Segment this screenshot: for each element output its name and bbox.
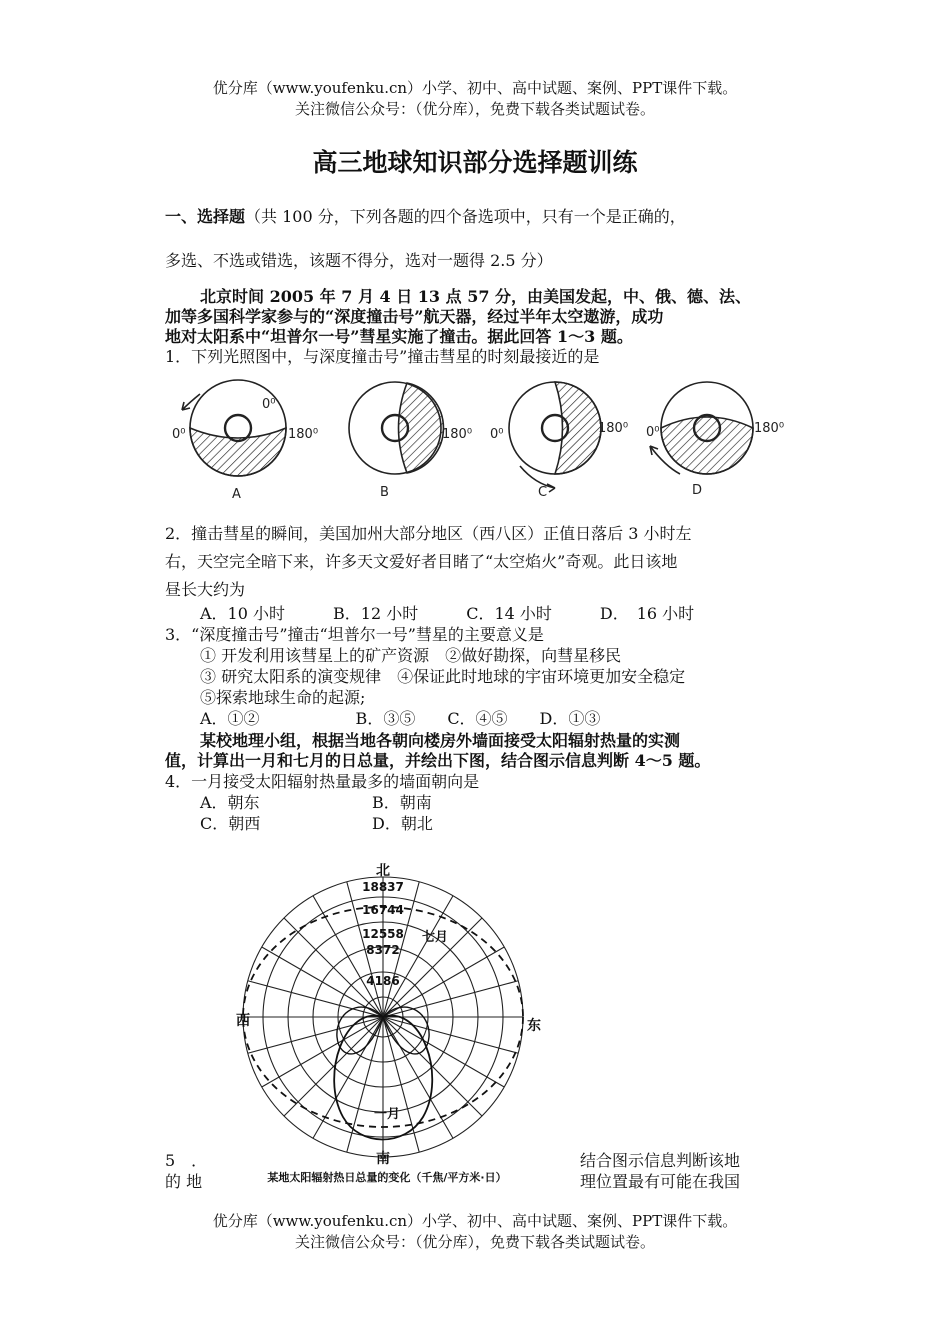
- q4-option-d: D．朝北: [372, 814, 433, 833]
- diagram-d-right-label: 180⁰: [754, 421, 785, 436]
- diagram-a-left-label: 0⁰: [172, 427, 186, 442]
- diagram-a-right-label: 180⁰: [288, 427, 319, 442]
- diagram-d-left-label: 0⁰: [646, 425, 660, 440]
- q4-stem: 4．一月接受太阳辐射热量最多的墙面朝向是: [165, 772, 480, 791]
- grid-spoke: [383, 947, 504, 1017]
- header-line-1: 优分库（www.youfenku.cn）小学、初中、高中试题、案例、PPT课件下载。: [212, 79, 738, 97]
- diagram-c: [509, 382, 601, 492]
- grid-spoke: [262, 1017, 383, 1087]
- solar-radiation-polar-chart: [225, 855, 555, 1190]
- passage2-line-1: 某校地理小组，根据当地各朝向楼房外墙面接受太阳辐射热量的实测: [200, 731, 681, 750]
- q2-options: A．10 小时 B．12 小时 C．14 小时 D． 16 小时: [200, 604, 695, 623]
- diagram-a-top-label: 0⁰: [262, 397, 276, 412]
- passage1-line-3: 地对太阳系中“坦普尔一号”彗星实施了撞击。据此回答 1～3 题。: [165, 327, 633, 346]
- ring-label-12558: 12558: [362, 927, 404, 941]
- section-intro-line-2: 多选、不选或错选，该题不得分，选对一题得 2.5 分）: [165, 251, 553, 270]
- q3-line-2: ③ 研究太阳系的演变规律 ④保证此时地球的宇宙环境更加安全稳定: [200, 667, 686, 686]
- q3-line-3: ⑤探索地球生命的起源;: [200, 688, 366, 707]
- q5-left-line-1: 5 ．: [165, 1151, 208, 1170]
- header-line-2: 关注微信公众号：（优分库），免费下载各类试题试卷。: [294, 100, 655, 118]
- east-label: 东: [527, 1018, 541, 1034]
- passage1-line-2: 加等多国科学家参与的“深度撞击号”航天器，经过半年太空遨游，成功: [165, 307, 664, 326]
- january-label: 一月: [373, 1107, 401, 1122]
- grid-spoke: [383, 1017, 419, 1152]
- q5-right-line-2: 理位置最有可能在我国: [580, 1172, 741, 1191]
- q5-left-line-2: 的 地: [165, 1172, 203, 1191]
- grid-spoke: [347, 1017, 383, 1152]
- ring-label-4186: 4186: [366, 974, 400, 988]
- chart-caption: 某地太阳辐射热日总量的变化（千焦/平方米·日）: [267, 1171, 507, 1184]
- north-label: 北: [376, 863, 390, 879]
- grid-spoke: [383, 1017, 518, 1053]
- grid-spoke: [248, 1017, 383, 1053]
- diagram-b: [349, 382, 443, 474]
- passage1-line-1: 北京时间 2005 年 7 月 4 日 13 点 57 分，由美国发起，中、俄、德、法、: [200, 287, 752, 306]
- q4-option-c: C．朝西: [200, 814, 261, 833]
- ring-label-18837: 18837: [362, 880, 404, 894]
- q5-right-line-1: 结合图示信息判断该地: [580, 1151, 741, 1170]
- grid-spoke: [262, 947, 383, 1017]
- ring-label-16744: 16744: [362, 903, 404, 917]
- footer-line-2: 关注微信公众号：（优分库），免费下载各类试题试卷。: [294, 1233, 655, 1251]
- grid-spoke: [383, 1017, 504, 1087]
- grid-spoke: [313, 1017, 383, 1138]
- grid-spoke: [284, 1017, 383, 1116]
- diagram-c-right-label: 180⁰: [598, 421, 629, 436]
- diagram-d: [650, 382, 753, 474]
- diagram-d-label: D: [692, 483, 703, 498]
- q2-stem-line-3: 昼长大约为: [165, 580, 246, 599]
- diagram-c-label: C: [538, 485, 548, 500]
- passage2-line-2: 值，计算出一月和七月的日总量，并绘出下图，结合图示信息判断 4～5 题。: [165, 751, 711, 770]
- q1-stem: 1．下列光照图中，与深度撞击号”撞击彗星的时刻最接近的是: [165, 347, 600, 366]
- q2-stem-line-2: 右，天空完全暗下来，许多天文爱好者目睹了“太空焰火”奇观。此日该地: [165, 552, 678, 571]
- grid-spoke: [383, 981, 518, 1017]
- section-intro-line-1: [165, 207, 686, 227]
- diagram-a-label: A: [232, 487, 241, 502]
- grid-spoke: [383, 1017, 482, 1116]
- q4-option-b: B．朝南: [372, 793, 432, 812]
- page-title: 高三地球知识部分选择题训练: [312, 148, 638, 177]
- diagram-a: [182, 380, 286, 476]
- q2-stem-line-1: 2．撞击彗星的瞬间，美国加州大部分地区（西八区）正值日落后 3 小时左: [165, 524, 692, 543]
- diagram-b-label: B: [380, 485, 389, 500]
- grid-spoke: [248, 981, 383, 1017]
- diagram-c-left-label: 0⁰: [490, 427, 504, 442]
- section-intro-text: （共 100 分，下列各题的四个备选项中，只有一个是正确的，: [245, 207, 686, 226]
- q4-option-a: A．朝东: [200, 793, 260, 812]
- ring-label-8372: 8372: [366, 943, 400, 957]
- diagram-b-right-label: 180⁰: [442, 427, 473, 442]
- q3-stem: 3．“深度撞击号”撞击“坦普尔一号”彗星的主要意义是: [165, 625, 544, 644]
- q3-options: A．①② B．③⑤ C．④⑤ D．①③: [200, 709, 601, 728]
- q3-line-1: ① 开发利用该彗星上的矿产资源 ②做好勘探，向彗星移民: [200, 646, 622, 665]
- south-label: 南: [376, 1151, 390, 1167]
- footer-line-1: 优分库（www.youfenku.cn）小学、初中、高中试题、案例、PPT课件下载。: [212, 1212, 738, 1230]
- july-label: 七月: [421, 930, 449, 945]
- west-label: 西: [236, 1013, 250, 1029]
- section-heading: 一、选择题: [165, 207, 246, 226]
- q1-illumination-diagrams: [160, 366, 800, 506]
